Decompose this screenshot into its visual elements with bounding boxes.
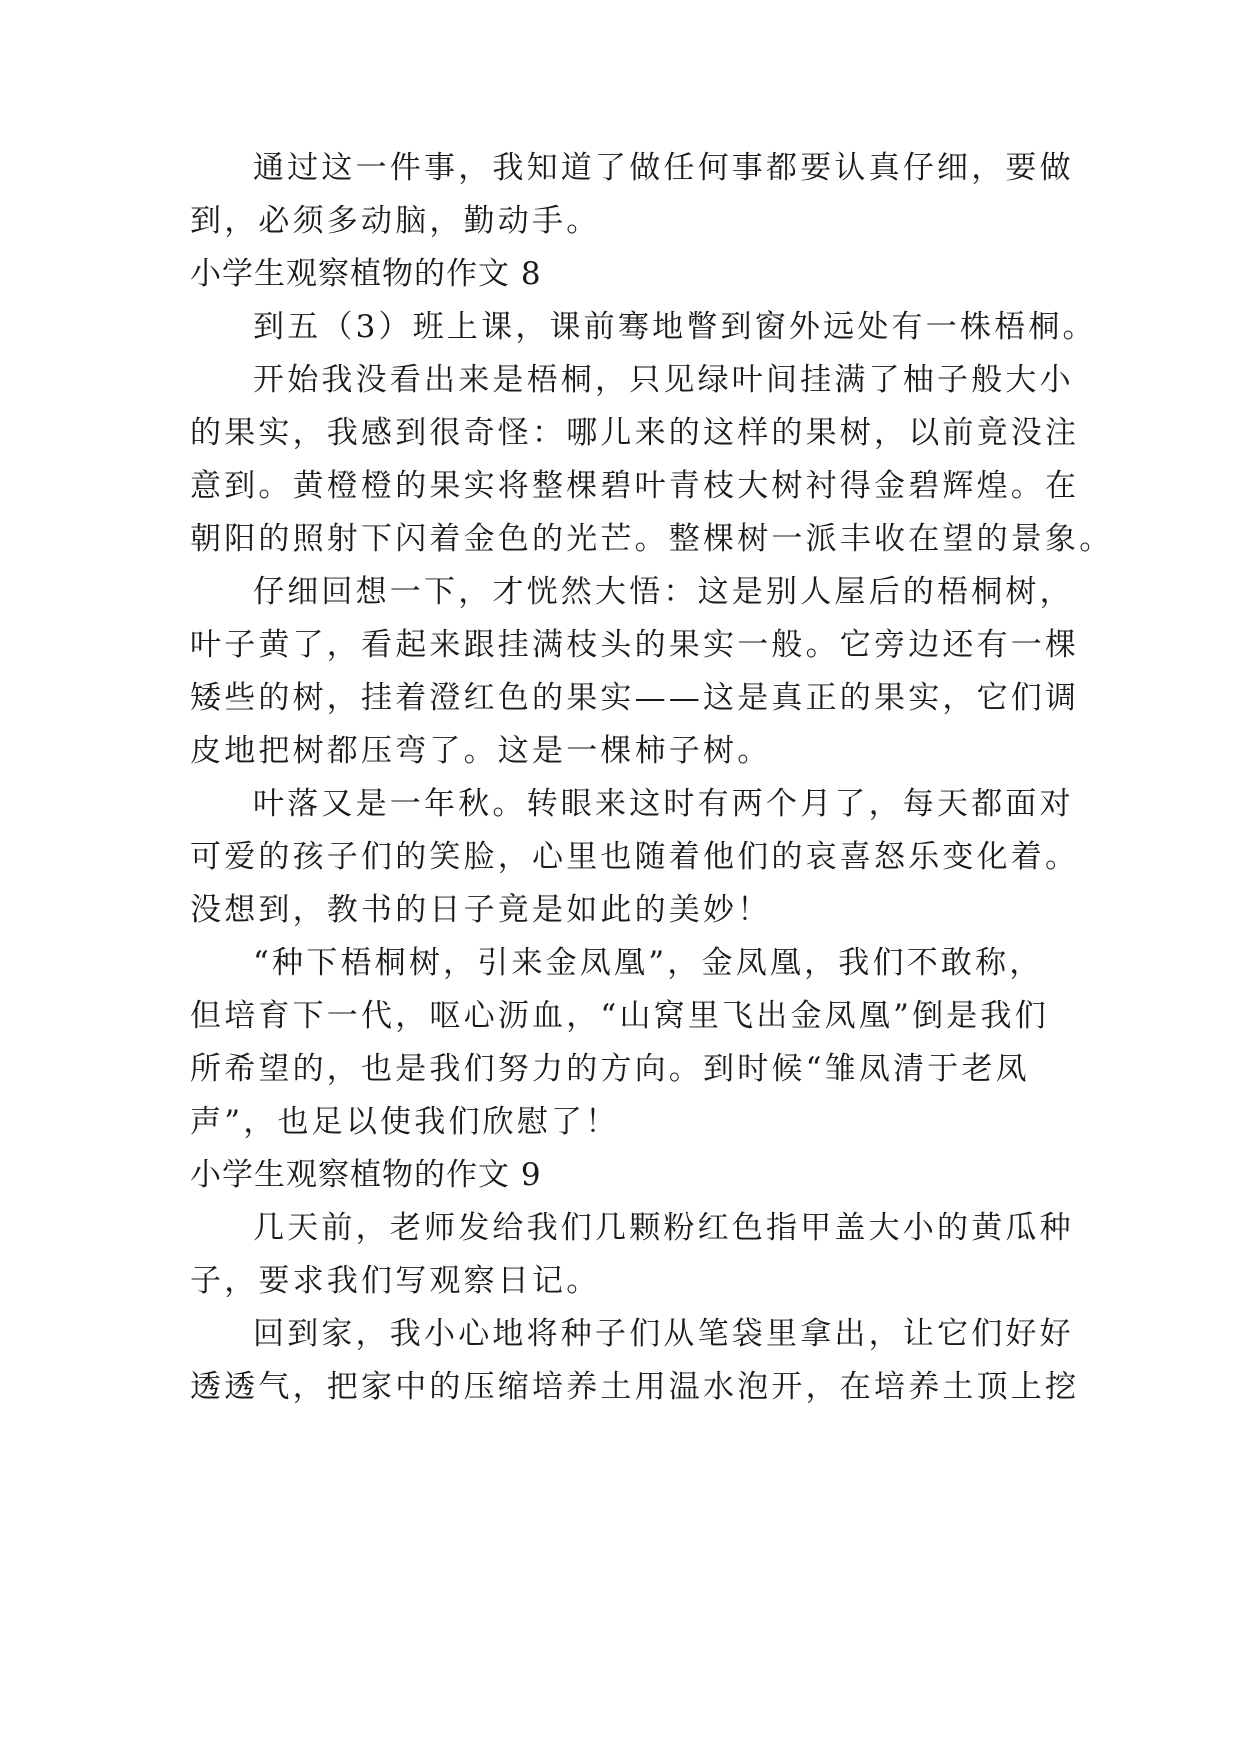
paragraph-line: 叶子黄了，看起来跟挂满枝头的果实一般。它旁边还有一棵 xyxy=(190,627,1080,663)
paragraph-line: 叶落又是一年秋。转眼来这时有两个月了，每天都面对 xyxy=(253,786,1074,822)
paragraph-line: 没想到，教书的日子竟是如此的美妙！ xyxy=(190,892,772,928)
paragraph-line: 仔细回想一下，才恍然大悟：这是别人屋后的梧桐树， xyxy=(253,574,1074,610)
paragraph-line: 皮地把树都压弯了。这是一棵柿子树。 xyxy=(190,733,772,769)
paragraph-line: 所希望的，也是我们努力的方向。到时候“雏凤清于老凤 xyxy=(190,1051,1030,1087)
section-heading: 小学生观察植物的作文 9 xyxy=(190,1157,542,1193)
paragraph-line: 可爱的孩子们的笑脸，心里也随着他们的哀喜怒乐变化着。 xyxy=(190,839,1080,875)
paragraph-line: 透透气，把家中的压缩培养土用温水泡开，在培养土顶上挖 xyxy=(190,1369,1080,1405)
paragraph-line: 声”，也足以使我们欣慰了！ xyxy=(190,1104,620,1140)
paragraph-line: 开始我没看出来是梧桐，只见绿叶间挂满了柚子般大小 xyxy=(253,362,1074,398)
paragraph-line: 通过这一件事，我知道了做任何事都要认真仔细，要做 xyxy=(253,150,1074,186)
paragraph-line: 到，必须多动脑，勤动手。 xyxy=(190,203,601,239)
paragraph-line: 回到家，我小心地将种子们从笔袋里拿出，让它们好好 xyxy=(253,1316,1074,1352)
paragraph-line: 朝阳的照射下闪着金色的光芒。整棵树一派丰收在望的景象。 xyxy=(190,521,1114,557)
section-heading: 小学生观察植物的作文 8 xyxy=(190,256,542,292)
paragraph-line: 矮些的树，挂着澄红色的果实——这是真正的果实，它们调 xyxy=(190,680,1080,716)
paragraph-line: 到五（3）班上课，课前骞地瞥到窗外远处有一株梧桐。 xyxy=(253,309,1097,345)
paragraph-line: 意到。黄橙橙的果实将整棵碧叶青枝大树衬得金碧辉煌。在 xyxy=(190,468,1080,504)
paragraph-line: 的果实，我感到很奇怪：哪儿来的这样的果树，以前竟没注 xyxy=(190,415,1080,451)
paragraph-line: 但培育下一代，呕心沥血，“山窝里飞出金凤凰”倒是我们 xyxy=(190,998,1049,1034)
paragraph-line: “种下梧桐树，引来金凤凰”，金凤凰，我们不敢称， xyxy=(253,945,1044,981)
paragraph-line: 几天前，老师发给我们几颗粉红色指甲盖大小的黄瓜种 xyxy=(253,1210,1074,1246)
paragraph-line: 子，要求我们写观察日记。 xyxy=(190,1263,601,1299)
